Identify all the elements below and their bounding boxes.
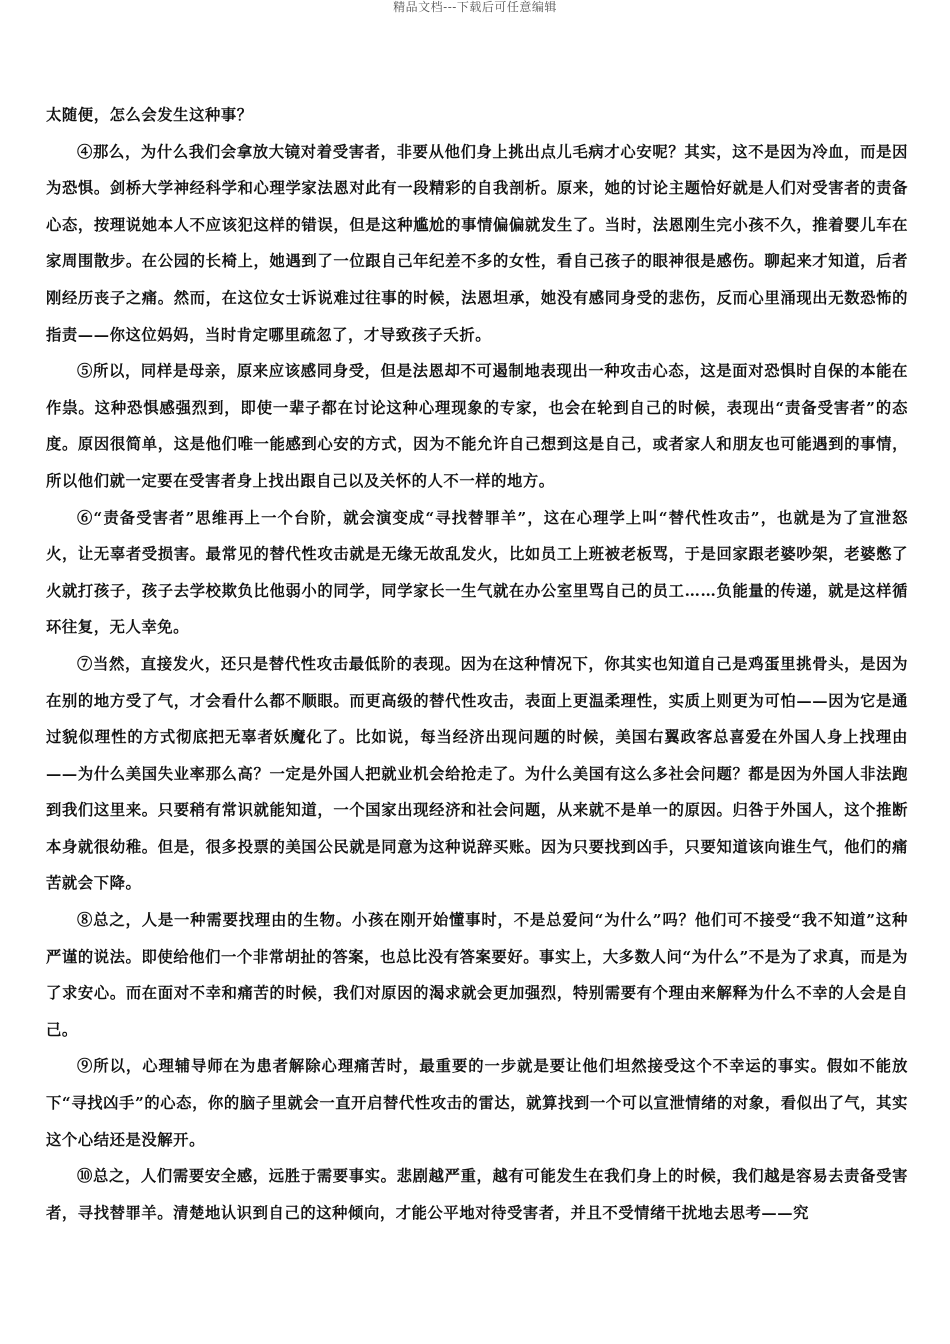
paragraph-8: ⑧总之，人是一种需要找理由的生物。小孩在刚开始懂事时，不是总爱问“为什么”吗？他们可不接受“我不知道”这种严谨的说法。即使给他们一个非常胡扯的答案，也总比没有答案要好。事实上，大多数人问“为什么”不是为了求真，而是为了求安心。而在面对不幸和痛苦的时候，我们对原因的渴求就会更加强烈，特别需要有个理由来解释为什么不幸的人会是自己。	[46, 911, 908, 1039]
paragraph-6: ⑥“责备受害者”思维再上一个台阶，就会演变成“寻找替罪羊”，这在心理学上叫“替代性攻击”，也就是为了宣泄怒火，让无辜者受损害。最常见的替代性攻击就是无缘无故乱发火，比如员工上班被老板骂，于是回家跟老婆吵架，老婆憋了火就打孩子，孩子去学校欺负比他弱小的同学，同学家长一生气就在办公室里骂自己的员工……负能量的传递，就是这样循环往复，无人幸免。	[46, 508, 908, 637]
paragraph-10: ⑩总之，人们需要安全感，远胜于需要事实。悲剧越严重，越有可能发生在我们身上的时候，我们越是容易去责备受害者，寻找替罪羊。清楚地认识到自己的这种倾向，才能公平地对待受害者，并且不受情绪干扰地去思考——究	[46, 1167, 908, 1222]
page-header: 精品文档---下载后可任意编辑	[393, 0, 557, 14]
paragraph-5: ⑤所以，同样是母亲，原来应该感同身受，但是法恩却不可遏制地表现出一种攻击心态，这是面对恐惧时自保的本能在作祟。这种恐惧感强烈到，即使一辈子都在讨论这种心理现象的专家，也会在轮到自己的时候，表现出“责备受害者”的态度。原因很简单，这是他们唯一能感到心安的方式，因为不能允许自己想到这是自己，或者家人和朋友也可能遇到的事情，所以他们就一定要在受害者身上找出跟自己以及关怀的人不一样的地方。	[46, 362, 908, 490]
paragraph-7: ⑦当然，直接发火，还只是替代性攻击最低阶的表现。因为在这种情况下，你其实也知道自己是鸡蛋里挑骨头，是因为在别的地方受了气，才会看什么都不顺眼。而更高级的替代性攻击，表面上更温柔理性，实质上则更为可怕——因为它是通过貌似理性的方式彻底把无辜者妖魔化了。比如说，每当经济出现问题的时候，美国右翼政客总喜爱在外国人身上找理由——为什么美国失业率那么高？一定是外国人把就业机会给抢走了。为什么美国有这么多社会问题？都是因为外国人非法跑到我们这里来。只要稍有常识就能知道，一个国家出现经济和社会问题，从来就不是单一的原因。归咎于外国人，这个推断本身就很幼稚。但是，很多投票的美国公民就是同意为这种说辞买账。因为只要找到凶手，只要知道该向谁生气，他们的痛苦就会下降。	[46, 654, 908, 893]
document-body	[46, 97, 908, 1231]
paragraph-4: ④那么，为什么我们会拿放大镜对着受害者，非要从他们身上挑出点儿毛病才心安呢？其实，这不是因为冷血，而是因为恐惧。剑桥大学神经科学和心理学家法恩对此有一段精彩的自我剖析。原来，她的讨论主题恰好就是人们对受害者的责备心态，按理说她本人不应该犯这样的错误，但是这种尴尬的事情偏偏就发生了。当时，法恩刚生完小孩不久，推着婴儿车在家周围散步。在公园的长椅上，她遇到了一位跟自己年纪差不多的女性，看自己孩子的眼神很是感伤。聊起来才知道，后者刚经历丧子之痛。然而，在这位女士诉说难过往事的时候，法恩坦承，她没有感同身受的悲伤，反而心里涌现出无数恐怖的指责——你这位妈妈，当时肯定哪里疏忽了，才导致孩子夭折。	[46, 142, 908, 344]
paragraph-9: ⑨所以，心理辅导师在为患者解除心理痛苦时，最重要的一步就是要让他们坦然接受这个不幸运的事实。假如不能放下“寻找凶手”的心态，你的脑子里就会一直开启替代性攻击的雷达，就算找到一个可以宣泄情绪的对象，看似出了气，其实这个心结还是没解开。	[46, 1057, 908, 1149]
paragraph-continuation: 太随便，怎么会发生这种事？	[46, 106, 253, 124]
